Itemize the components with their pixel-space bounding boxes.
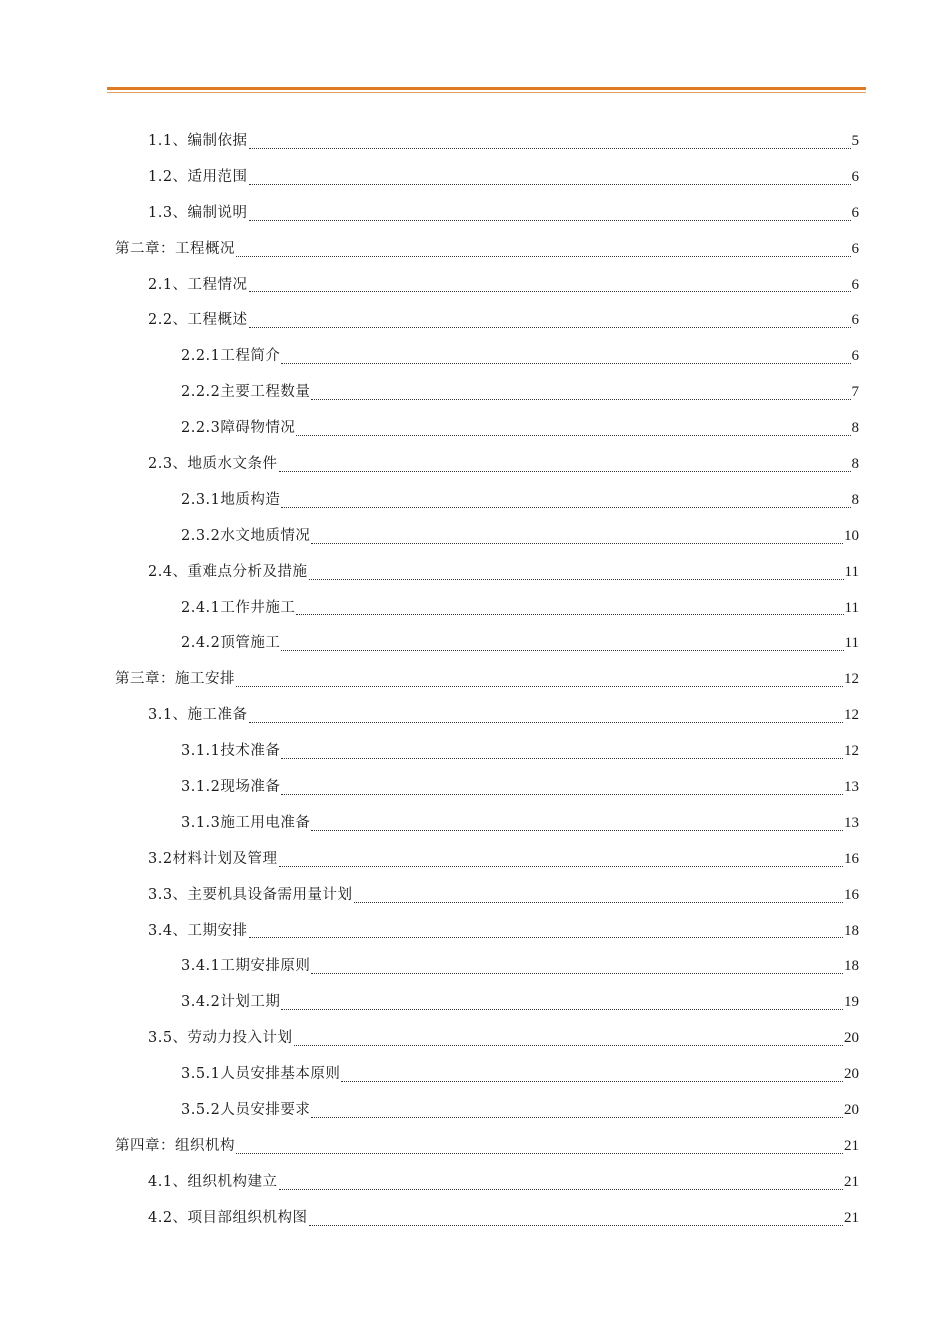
toc-page-number: 8 xyxy=(851,420,859,437)
toc-page-number: 7 xyxy=(851,384,859,401)
toc-entry-title: 2.3.2水文地质情况 xyxy=(181,527,311,544)
toc-entry-title: 2.2、工程概述 xyxy=(148,312,248,329)
toc-entry-title: 3.1、施工准备 xyxy=(148,707,248,724)
toc-page-number: 19 xyxy=(844,994,859,1011)
toc-entry-title: 3.4、工期安排 xyxy=(148,922,248,939)
toc-entry-title: 2.3、地质水文条件 xyxy=(148,456,278,473)
toc-page-number: 6 xyxy=(851,240,859,257)
toc-entry-title: 3.1.1技术准备 xyxy=(181,743,281,760)
toc-entry[interactable] xyxy=(148,303,859,339)
toc-entry[interactable] xyxy=(148,842,859,878)
toc-entry-title: 2.2.2主要工程数量 xyxy=(181,384,311,401)
toc-leader-dots xyxy=(281,649,843,651)
toc-entry-title: 第二章：工程概况 xyxy=(115,240,235,257)
toc-page-number: 21 xyxy=(844,1137,859,1154)
toc-entry-title: 2.4.2顶管施工 xyxy=(181,635,281,652)
toc-entry-title: 3.4.1工期安排原则 xyxy=(181,958,311,975)
toc-entry[interactable] xyxy=(115,232,859,268)
toc-page-number: 20 xyxy=(844,1102,859,1119)
toc-leader-dots xyxy=(311,398,850,400)
toc-entry-title: 2.1、工程情况 xyxy=(148,276,248,293)
toc-leader-dots xyxy=(236,1152,843,1154)
toc-leader-dots xyxy=(249,326,851,328)
toc-leader-dots xyxy=(236,255,851,257)
toc-entry[interactable] xyxy=(148,268,859,304)
toc-entry[interactable] xyxy=(148,1201,859,1237)
toc-entry-title: 第四章：组织机构 xyxy=(115,1137,235,1154)
toc-leader-dots xyxy=(341,1080,843,1082)
toc-entry-title: 1.1、编制依据 xyxy=(148,133,248,149)
toc-leader-dots xyxy=(294,1044,843,1046)
toc-entry-title: 3.1.2现场准备 xyxy=(181,779,281,796)
toc-entry-title: 4.2、项目部组织机构图 xyxy=(148,1209,308,1226)
toc-entry[interactable] xyxy=(181,519,859,555)
toc-leader-dots xyxy=(311,972,843,974)
toc-entry-title: 2.3.1地质构造 xyxy=(181,491,281,508)
toc-leader-dots xyxy=(279,865,843,867)
toc-page-number: 21 xyxy=(844,1173,859,1190)
toc-entry[interactable] xyxy=(148,196,859,232)
toc-entry-title: 4.1、组织机构建立 xyxy=(148,1173,278,1190)
toc-entry-title: 3.1.3施工用电准备 xyxy=(181,814,311,831)
toc-page-number: 20 xyxy=(844,1066,859,1083)
toc-leader-dots xyxy=(309,578,844,580)
toc-leader-dots xyxy=(249,721,843,723)
toc-leader-dots xyxy=(354,901,843,903)
toc-leader-dots xyxy=(311,542,843,544)
toc-page-number: 13 xyxy=(844,814,859,831)
toc-entry-title: 1.3、编制说明 xyxy=(148,204,248,221)
toc-leader-dots xyxy=(281,362,850,364)
toc-entry[interactable] xyxy=(181,626,859,662)
toc-entry-title: 3.5.2人员安排要求 xyxy=(181,1102,311,1119)
toc-page-number: 11 xyxy=(844,563,859,580)
toc-page-number: 21 xyxy=(844,1209,859,1226)
table-of-contents xyxy=(0,124,950,1237)
toc-entry-title: 3.2材料计划及管理 xyxy=(148,850,278,867)
toc-leader-dots xyxy=(309,1224,843,1226)
toc-entry[interactable] xyxy=(115,662,859,698)
toc-leader-dots xyxy=(249,147,851,149)
toc-entry[interactable] xyxy=(181,483,859,519)
toc-leader-dots xyxy=(311,829,843,831)
toc-page-number: 6 xyxy=(851,204,859,221)
toc-leader-dots xyxy=(249,219,851,221)
toc-leader-dots xyxy=(279,1188,843,1190)
toc-entry[interactable] xyxy=(148,698,859,734)
header-rule xyxy=(107,87,866,90)
toc-page-number: 13 xyxy=(844,779,859,796)
toc-entry[interactable] xyxy=(148,447,859,483)
toc-leader-dots xyxy=(236,685,843,687)
toc-page-number: 8 xyxy=(851,456,859,473)
toc-page-number: 6 xyxy=(851,312,859,329)
toc-entry[interactable] xyxy=(181,339,859,375)
toc-leader-dots xyxy=(296,434,850,436)
toc-entry[interactable] xyxy=(148,124,859,160)
toc-leader-dots xyxy=(249,936,843,938)
toc-leader-dots xyxy=(296,613,843,615)
toc-page-number: 16 xyxy=(844,886,859,903)
toc-page-number: 5 xyxy=(851,133,859,149)
toc-leader-dots xyxy=(249,290,851,292)
toc-entry[interactable] xyxy=(181,375,859,411)
toc-entry[interactable] xyxy=(181,411,859,447)
toc-entry-title: 3.5.1人员安排基本原则 xyxy=(181,1066,341,1083)
toc-leader-dots xyxy=(249,183,851,185)
toc-page-number: 18 xyxy=(844,922,859,939)
toc-leader-dots xyxy=(281,757,843,759)
toc-entry-title: 2.4.1工作井施工 xyxy=(181,599,296,616)
toc-entry-title: 2.2.3障碍物情况 xyxy=(181,420,296,437)
toc-leader-dots xyxy=(311,1116,843,1118)
toc-entry-title: 1.2、适用范围 xyxy=(148,168,248,185)
toc-entry[interactable] xyxy=(181,806,859,842)
toc-entry-title: 3.4.2计划工期 xyxy=(181,994,281,1011)
toc-entry[interactable] xyxy=(148,914,859,950)
toc-page-number: 6 xyxy=(851,168,859,185)
toc-entry[interactable] xyxy=(181,985,859,1021)
toc-entry[interactable] xyxy=(148,1165,859,1201)
toc-page-number: 6 xyxy=(851,348,859,365)
toc-page-number: 18 xyxy=(844,958,859,975)
toc-page-number: 16 xyxy=(844,850,859,867)
toc-entry[interactable] xyxy=(181,770,859,806)
toc-page-number: 6 xyxy=(851,276,859,293)
toc-entry[interactable] xyxy=(148,555,859,591)
toc-leader-dots xyxy=(281,1008,843,1010)
toc-page-number: 12 xyxy=(844,743,859,760)
toc-leader-dots xyxy=(279,470,851,472)
toc-entry-title: 3.3、主要机具设备需用量计划 xyxy=(148,886,353,903)
toc-page-number: 8 xyxy=(851,491,859,508)
toc-entry[interactable] xyxy=(148,1021,859,1057)
toc-page-number: 12 xyxy=(844,707,859,724)
toc-entry[interactable] xyxy=(148,878,859,914)
toc-page-number: 11 xyxy=(844,599,859,616)
toc-entry[interactable] xyxy=(148,160,859,196)
toc-entry-title: 3.5、劳动力投入计划 xyxy=(148,1030,293,1047)
toc-entry[interactable] xyxy=(181,1057,859,1093)
toc-page-number: 10 xyxy=(844,527,859,544)
toc-entry-title: 2.2.1工程简介 xyxy=(181,348,281,365)
toc-page-number: 20 xyxy=(844,1030,859,1047)
toc-entry[interactable] xyxy=(181,591,859,627)
toc-leader-dots xyxy=(281,506,850,508)
toc-leader-dots xyxy=(281,793,843,795)
toc-entry[interactable] xyxy=(181,1093,859,1129)
toc-entry-title: 第三章：施工安排 xyxy=(115,671,235,688)
toc-entry[interactable] xyxy=(181,734,859,770)
toc-page-number: 12 xyxy=(844,671,859,688)
toc-entry-title: 2.4、重难点分析及措施 xyxy=(148,563,308,580)
header-rule-thin xyxy=(107,92,866,93)
toc-entry[interactable] xyxy=(115,1129,859,1165)
toc-page-number: 11 xyxy=(844,635,859,652)
toc-entry[interactable] xyxy=(181,949,859,985)
